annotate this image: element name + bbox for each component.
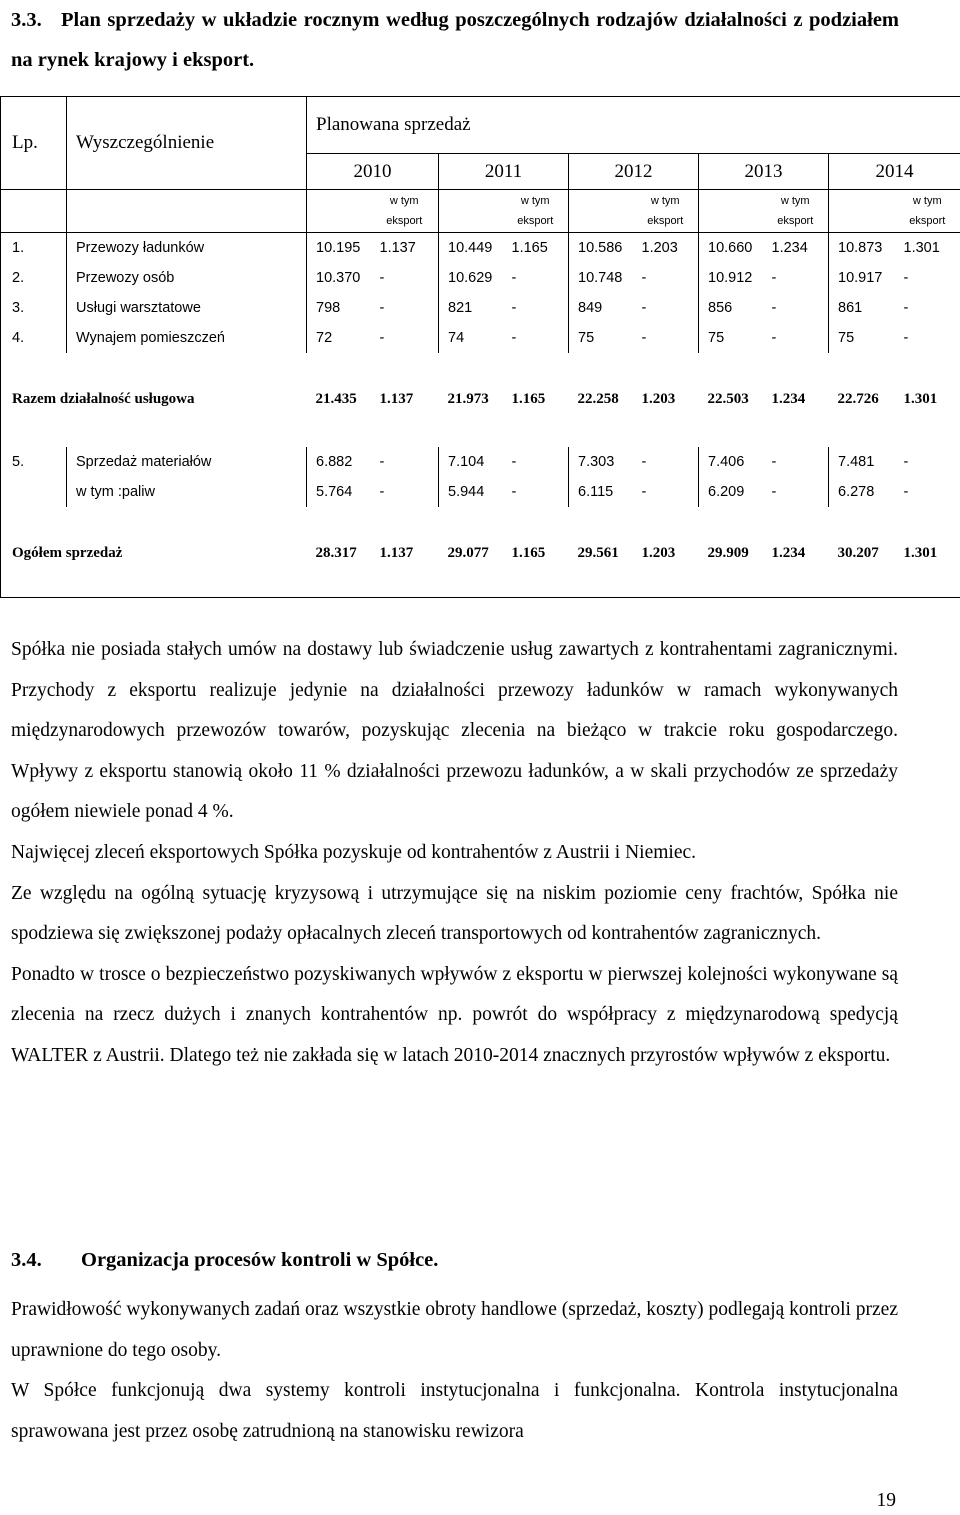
paragraph: Najwięcej zleceń eksportowych Spółka pozyskuje od kontrahentów z Austrii i Niemiec. bbox=[11, 841, 697, 863]
row-lp: 1. bbox=[1, 233, 67, 263]
row-value: - bbox=[641, 299, 647, 316]
year-header: 2010 bbox=[307, 154, 439, 190]
row-value: 74 bbox=[439, 323, 503, 353]
spacer-row bbox=[1, 568, 960, 598]
table-header-row bbox=[1, 97, 960, 154]
row-value: 21.973 bbox=[447, 391, 489, 407]
subheader-line: eksport bbox=[647, 215, 684, 227]
row-value: - bbox=[511, 299, 517, 316]
row-value: - bbox=[379, 269, 385, 286]
spacer-cell bbox=[763, 507, 829, 540]
spacer-cell bbox=[633, 353, 699, 386]
row-lp: 3. bbox=[1, 293, 67, 323]
subheader-line: eksport bbox=[386, 215, 423, 227]
spacer-cell bbox=[439, 568, 503, 598]
row-value: 1.234 bbox=[763, 233, 829, 263]
service-total-label: Razem działalność usługowa bbox=[1, 386, 307, 414]
row-value: 10.748 bbox=[569, 263, 633, 293]
row-name: w tym :paliw bbox=[67, 477, 307, 507]
row-value: 10.195 bbox=[307, 233, 371, 263]
spacer-cell bbox=[1, 414, 67, 447]
row-name: Przewozy ładunków bbox=[67, 233, 307, 263]
row-value: 1.234 bbox=[771, 545, 806, 561]
row-value: 1.301 bbox=[895, 233, 960, 263]
section-title: Organizacja procesów kontroli w Spółce. bbox=[81, 1249, 439, 1271]
table-cell bbox=[67, 190, 307, 233]
row-value: - bbox=[511, 453, 517, 470]
spacer-cell bbox=[1, 353, 67, 386]
row-value: 1.165 bbox=[511, 545, 546, 561]
spacer-cell bbox=[307, 414, 371, 447]
spacer-cell bbox=[829, 507, 895, 540]
row-value: 1.137 bbox=[371, 233, 439, 263]
row-value: - bbox=[379, 453, 385, 470]
row-value: 10.586 bbox=[569, 233, 633, 263]
row-value: 21.435 bbox=[315, 391, 357, 407]
grand-total-row bbox=[1, 540, 960, 568]
table-row bbox=[1, 323, 960, 353]
row-value: 1.203 bbox=[641, 545, 676, 561]
spacer-cell bbox=[763, 353, 829, 386]
row-value: - bbox=[511, 483, 517, 500]
paragraph: Ze względu na ogólną sytuację kryzysową i utrzymujące się na niskim poziomie ceny frachtów, Spółka nie spodziewa się zwiększonej podaży opłacalnych zleceń transportowych od kontrahentów zagranicznych. bbox=[11, 882, 898, 945]
row-value: - bbox=[379, 299, 385, 316]
spacer-cell bbox=[307, 507, 371, 540]
row-value: 821 bbox=[439, 293, 503, 323]
row-value: 22.726 bbox=[837, 391, 879, 407]
row-value: 75 bbox=[829, 323, 895, 353]
subheader-line: eksport bbox=[517, 215, 554, 227]
row-value: - bbox=[379, 329, 385, 346]
row-value: 1.203 bbox=[641, 391, 676, 407]
row-value: 29.077 bbox=[447, 545, 489, 561]
spacer-cell bbox=[439, 353, 503, 386]
export-description bbox=[11, 630, 898, 1077]
spacer-cell bbox=[503, 507, 569, 540]
spacer-cell bbox=[371, 507, 439, 540]
row-value: 5.944 bbox=[439, 477, 503, 507]
spacer-cell bbox=[569, 568, 633, 598]
sales-plan-table bbox=[0, 96, 960, 598]
row-value: 72 bbox=[307, 323, 371, 353]
table-cell bbox=[829, 190, 895, 233]
row-value: - bbox=[641, 453, 647, 470]
row-lp: 5. bbox=[1, 447, 67, 477]
row-value: - bbox=[511, 269, 517, 286]
row-lp: 2. bbox=[1, 263, 67, 293]
section-heading-3-3 bbox=[11, 0, 899, 80]
row-value: 10.660 bbox=[699, 233, 763, 263]
spacer-row bbox=[1, 353, 960, 386]
row-name: Usługi warsztatowe bbox=[67, 293, 307, 323]
row-value: 29.561 bbox=[577, 545, 619, 561]
table-cell bbox=[307, 190, 371, 233]
row-value: 798 bbox=[307, 293, 371, 323]
row-value: 6.209 bbox=[699, 477, 763, 507]
table-row bbox=[1, 447, 960, 477]
year-header: 2011 bbox=[439, 154, 569, 190]
row-value: 10.449 bbox=[439, 233, 503, 263]
table-row bbox=[1, 477, 960, 507]
row-value: 1.137 bbox=[379, 391, 414, 407]
paragraph: W Spółce funkcjonują dwa systemy kontroli instytucjonalna i funkcjonalna. Kontrola instytucjonalna sprawowana jest przez osobę zatrudnioną na stanowisku rewizora bbox=[11, 1380, 898, 1442]
spacer-cell bbox=[307, 353, 371, 386]
header-lp: Lp. bbox=[1, 97, 67, 190]
row-value: 849 bbox=[569, 293, 633, 323]
table-cell bbox=[1, 190, 67, 233]
spacer-cell bbox=[763, 568, 829, 598]
row-value: 1.203 bbox=[633, 233, 699, 263]
spacer-cell bbox=[371, 414, 439, 447]
spacer-cell bbox=[439, 414, 503, 447]
spacer-cell bbox=[67, 414, 307, 447]
spacer-cell bbox=[307, 568, 371, 598]
row-lp bbox=[1, 477, 67, 507]
spacer-cell bbox=[829, 568, 895, 598]
row-value: - bbox=[771, 269, 777, 286]
row-value: 1.137 bbox=[379, 545, 414, 561]
spacer-row bbox=[1, 507, 960, 540]
export-subheader bbox=[371, 190, 439, 233]
table-cell bbox=[569, 190, 633, 233]
spacer-cell bbox=[569, 414, 633, 447]
year-header: 2014 bbox=[829, 154, 960, 190]
subheader-line: w tym bbox=[389, 195, 419, 207]
row-value: 856 bbox=[699, 293, 763, 323]
row-name: Wynajem pomieszczeń bbox=[67, 323, 307, 353]
row-value: - bbox=[641, 269, 647, 286]
spacer-cell bbox=[763, 414, 829, 447]
spacer-cell bbox=[569, 507, 633, 540]
row-value: 1.301 bbox=[895, 386, 960, 414]
table-row bbox=[1, 263, 960, 293]
section-heading-3-4 bbox=[11, 1240, 438, 1280]
row-value: 1.301 bbox=[895, 540, 960, 568]
export-subheader bbox=[763, 190, 829, 233]
row-value: - bbox=[895, 263, 960, 293]
year-header: 2013 bbox=[699, 154, 829, 190]
row-lp: 4. bbox=[1, 323, 67, 353]
spacer-cell bbox=[503, 568, 569, 598]
table-cell bbox=[699, 190, 763, 233]
year-header: 2012 bbox=[569, 154, 699, 190]
spacer-cell bbox=[67, 353, 307, 386]
row-value: 7.104 bbox=[439, 447, 503, 477]
section-number: 3.3. bbox=[11, 9, 42, 31]
row-value: 75 bbox=[569, 323, 633, 353]
row-value: - bbox=[771, 299, 777, 316]
spacer-cell bbox=[1, 568, 67, 598]
row-value: 22.258 bbox=[577, 391, 619, 407]
spacer-cell bbox=[633, 414, 699, 447]
spacer-cell bbox=[699, 414, 763, 447]
row-value: 6.278 bbox=[829, 477, 895, 507]
paragraph: Ponadto w trosce o bezpieczeństwo pozyskiwanych wpływów z eksportu w pierwszej kolejności wykonywane są zlecenia na rzecz dużych i znanych kontrahentów np. powrót do współpracy z międzynarodową spedycją WALTER z Austrii. Dlatego też nie zakłada się w latach 2010-2014 znacznych przyrostów wpływów z eksportu. bbox=[11, 963, 898, 1066]
row-value: 10.917 bbox=[829, 263, 895, 293]
spacer-cell bbox=[699, 507, 763, 540]
row-value: - bbox=[771, 453, 777, 470]
table-subheader-row bbox=[1, 190, 960, 233]
row-value: 7.303 bbox=[569, 447, 633, 477]
row-value: - bbox=[895, 447, 960, 477]
row-value: 30.207 bbox=[837, 545, 879, 561]
row-value: 10.873 bbox=[829, 233, 895, 263]
row-value: 7.406 bbox=[699, 447, 763, 477]
control-description bbox=[11, 1290, 898, 1452]
spacer-cell bbox=[895, 568, 960, 598]
spacer-cell bbox=[439, 507, 503, 540]
subheader-line: w tym bbox=[520, 195, 550, 207]
row-value: 22.503 bbox=[707, 391, 749, 407]
spacer-cell bbox=[699, 568, 763, 598]
spacer-cell bbox=[67, 568, 307, 598]
paragraph: Prawidłowość wykonywanych zadań oraz wszystkie obroty handlowe (sprzedaż, koszty) podlegają kontroli przez uprawnione do tego osoby. bbox=[11, 1299, 898, 1361]
row-value: 6.115 bbox=[569, 477, 633, 507]
spacer-cell bbox=[895, 414, 960, 447]
row-value: 6.882 bbox=[307, 447, 371, 477]
row-value: - bbox=[771, 329, 777, 346]
export-subheader bbox=[503, 190, 569, 233]
spacer-cell bbox=[371, 568, 439, 598]
row-value: 7.481 bbox=[829, 447, 895, 477]
export-subheader bbox=[895, 190, 960, 233]
grand-total-label: Ogółem sprzedaż bbox=[1, 540, 307, 568]
spacer-cell bbox=[503, 353, 569, 386]
row-value: - bbox=[895, 323, 960, 353]
header-planned-sales: Planowana sprzedaż bbox=[307, 97, 960, 154]
row-value: - bbox=[771, 483, 777, 500]
table-cell bbox=[439, 190, 503, 233]
table-row bbox=[1, 293, 960, 323]
row-value: 1.165 bbox=[503, 233, 569, 263]
spacer-cell bbox=[569, 353, 633, 386]
row-value: - bbox=[641, 483, 647, 500]
spacer-row bbox=[1, 414, 960, 447]
header-spec: Wyszczególnienie bbox=[67, 97, 307, 190]
spacer-cell bbox=[503, 414, 569, 447]
spacer-cell bbox=[895, 353, 960, 386]
row-value: 75 bbox=[699, 323, 763, 353]
subheader-line: eksport bbox=[909, 215, 946, 227]
row-value: 1.234 bbox=[771, 391, 806, 407]
page-number: 19 bbox=[876, 1490, 896, 1511]
spacer-cell bbox=[895, 507, 960, 540]
table-row bbox=[1, 233, 960, 263]
row-value: 5.764 bbox=[307, 477, 371, 507]
spacer-cell bbox=[1, 507, 67, 540]
spacer-cell bbox=[699, 353, 763, 386]
row-value: 29.909 bbox=[707, 545, 749, 561]
subheader-line: w tym bbox=[912, 195, 942, 207]
paragraph: Spółka nie posiada stałych umów na dostawy lub świadczenie usług zawartych z kontrahentami zagranicznymi. Przychody z eksportu realizuje jedynie na działalności przewozy ładunków w ramach wykonywanych międzynarodowych przewozów towarów, pozyskując zlecenia na bieżąco w trakcie roku gospodarczego. Wpływy z eksportu stanowią około 11 % działalności przewozu ładunków, a w skali przychodów ze sprzedaży ogółem niewiele ponad 4 %. bbox=[11, 639, 898, 823]
subheader-line: eksport bbox=[777, 215, 814, 227]
export-subheader bbox=[633, 190, 699, 233]
subheader-line: w tym bbox=[780, 195, 810, 207]
row-value: - bbox=[379, 483, 385, 500]
row-value: - bbox=[895, 477, 960, 507]
spacer-cell bbox=[829, 353, 895, 386]
section-title: Plan sprzedaży w układzie rocznym według poszczególnych rodzajów działalności z podziałem na rynek krajowy i eksport. bbox=[11, 9, 899, 71]
service-total-row bbox=[1, 386, 960, 414]
spacer-cell bbox=[67, 507, 307, 540]
row-value: 1.165 bbox=[511, 391, 546, 407]
row-name: Sprzedaż materiałów bbox=[67, 447, 307, 477]
subheader-line: w tym bbox=[650, 195, 680, 207]
section-number: 3.4. bbox=[11, 1249, 42, 1271]
row-value: - bbox=[511, 329, 517, 346]
row-value: - bbox=[641, 329, 647, 346]
row-value: - bbox=[895, 293, 960, 323]
row-value: 10.370 bbox=[307, 263, 371, 293]
spacer-cell bbox=[633, 507, 699, 540]
row-name: Przewozy osób bbox=[67, 263, 307, 293]
row-value: 28.317 bbox=[315, 545, 357, 561]
row-value: 10.629 bbox=[439, 263, 503, 293]
spacer-cell bbox=[829, 414, 895, 447]
spacer-cell bbox=[633, 568, 699, 598]
row-value: 10.912 bbox=[699, 263, 763, 293]
spacer-cell bbox=[371, 353, 439, 386]
row-value: 861 bbox=[829, 293, 895, 323]
